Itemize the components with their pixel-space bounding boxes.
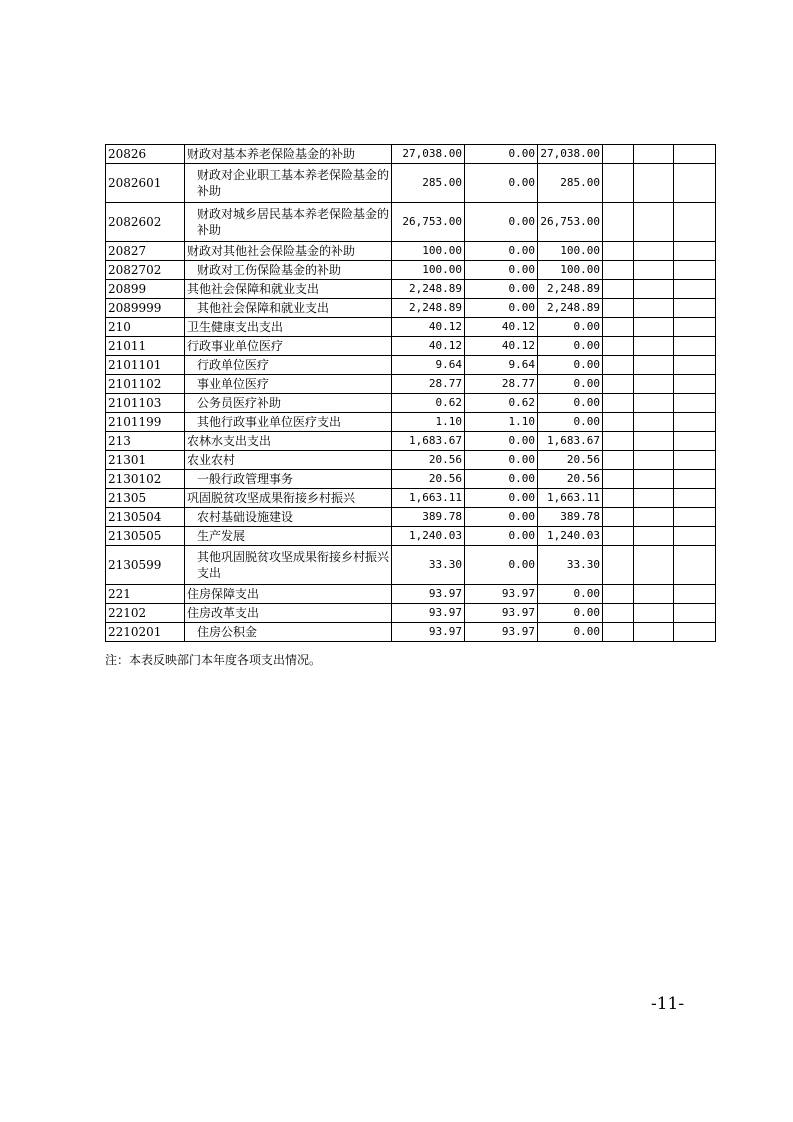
- cell-code: 2089999: [106, 299, 185, 318]
- cell-empty: [674, 604, 716, 623]
- cell-empty: [634, 604, 674, 623]
- cell-project: 0.00: [538, 318, 603, 337]
- cell-total: 40.12: [392, 337, 465, 356]
- cell-basic: 0.00: [465, 451, 538, 470]
- cell-empty: [603, 432, 634, 451]
- cell-basic: 0.00: [465, 489, 538, 508]
- cell-name: 其他社会保障和就业支出: [185, 299, 392, 318]
- cell-total: 40.12: [392, 318, 465, 337]
- cell-empty: [603, 604, 634, 623]
- cell-name: 农业农村: [185, 451, 392, 470]
- cell-basic: 0.62: [465, 394, 538, 413]
- cell-empty: [634, 318, 674, 337]
- cell-empty: [603, 356, 634, 375]
- cell-empty: [674, 164, 716, 203]
- cell-project: 389.78: [538, 508, 603, 527]
- cell-empty: [634, 489, 674, 508]
- cell-name: 住房保障支出: [185, 585, 392, 604]
- table-row: [106, 394, 716, 413]
- cell-code: 2101101: [106, 356, 185, 375]
- cell-empty: [674, 318, 716, 337]
- cell-project: 20.56: [538, 451, 603, 470]
- cell-name: 农林水支出支出: [185, 432, 392, 451]
- cell-name: 行政单位医疗: [185, 356, 392, 375]
- table-row: [106, 375, 716, 394]
- cell-total: 2,248.89: [392, 299, 465, 318]
- table-row: [106, 546, 716, 585]
- cell-empty: [674, 261, 716, 280]
- cell-empty: [603, 470, 634, 489]
- cell-total: 0.62: [392, 394, 465, 413]
- cell-project: 100.00: [538, 242, 603, 261]
- table-row: [106, 164, 716, 203]
- cell-empty: [603, 451, 634, 470]
- cell-total: 100.00: [392, 242, 465, 261]
- cell-empty: [674, 585, 716, 604]
- cell-code: 21011: [106, 337, 185, 356]
- table-row: [106, 489, 716, 508]
- cell-total: 28.77: [392, 375, 465, 394]
- cell-basic: 40.12: [465, 318, 538, 337]
- cell-name: 卫生健康支出支出: [185, 318, 392, 337]
- cell-name: 住房公积金: [185, 623, 392, 642]
- cell-project: 100.00: [538, 261, 603, 280]
- cell-basic: 0.00: [465, 299, 538, 318]
- cell-empty: [674, 145, 716, 164]
- cell-empty: [634, 356, 674, 375]
- cell-empty: [634, 261, 674, 280]
- cell-total: 9.64: [392, 356, 465, 375]
- cell-basic: 1.10: [465, 413, 538, 432]
- cell-name: 住房改革支出: [185, 604, 392, 623]
- cell-name: 财政对其他社会保险基金的补助: [185, 242, 392, 261]
- cell-empty: [603, 261, 634, 280]
- cell-empty: [634, 164, 674, 203]
- cell-name: 财政对企业职工基本养老保险基金的补助: [185, 164, 392, 203]
- cell-total: 93.97: [392, 604, 465, 623]
- cell-code: 20826: [106, 145, 185, 164]
- cell-project: 0.00: [538, 623, 603, 642]
- cell-basic: 0.00: [465, 280, 538, 299]
- table-row: [106, 280, 716, 299]
- cell-name: 公务员医疗补助: [185, 394, 392, 413]
- cell-code: 2082702: [106, 261, 185, 280]
- cell-empty: [603, 337, 634, 356]
- cell-empty: [634, 451, 674, 470]
- cell-empty: [634, 375, 674, 394]
- cell-total: 93.97: [392, 585, 465, 604]
- cell-empty: [603, 546, 634, 585]
- cell-empty: [603, 413, 634, 432]
- cell-project: 20.56: [538, 470, 603, 489]
- cell-empty: [674, 489, 716, 508]
- cell-empty: [603, 242, 634, 261]
- cell-code: 2130504: [106, 508, 185, 527]
- cell-name: 生产发展: [185, 527, 392, 546]
- table-row: [106, 604, 716, 623]
- cell-empty: [634, 280, 674, 299]
- table-row: [106, 356, 716, 375]
- cell-empty: [674, 242, 716, 261]
- cell-project: 0.00: [538, 585, 603, 604]
- table-row: [106, 508, 716, 527]
- cell-code: 213: [106, 432, 185, 451]
- cell-project: 0.00: [538, 604, 603, 623]
- cell-empty: [634, 432, 674, 451]
- cell-empty: [634, 508, 674, 527]
- cell-basic: 0.00: [465, 546, 538, 585]
- cell-empty: [674, 470, 716, 489]
- cell-basic: 0.00: [465, 203, 538, 242]
- cell-empty: [634, 203, 674, 242]
- table-row: [106, 242, 716, 261]
- cell-empty: [674, 432, 716, 451]
- cell-empty: [634, 546, 674, 585]
- cell-project: 26,753.00: [538, 203, 603, 242]
- cell-total: 20.56: [392, 470, 465, 489]
- cell-basic: 9.64: [465, 356, 538, 375]
- table-row: [106, 413, 716, 432]
- cell-project: 2,248.89: [538, 280, 603, 299]
- cell-code: 2101102: [106, 375, 185, 394]
- cell-code: 21305: [106, 489, 185, 508]
- cell-basic: 28.77: [465, 375, 538, 394]
- cell-code: 2082601: [106, 164, 185, 203]
- cell-name: 财政对城乡居民基本养老保险基金的补助: [185, 203, 392, 242]
- cell-empty: [674, 413, 716, 432]
- cell-total: 2,248.89: [392, 280, 465, 299]
- cell-name: 其他社会保障和就业支出: [185, 280, 392, 299]
- cell-empty: [603, 508, 634, 527]
- cell-empty: [603, 489, 634, 508]
- cell-empty: [674, 451, 716, 470]
- cell-code: 20827: [106, 242, 185, 261]
- cell-basic: 0.00: [465, 242, 538, 261]
- cell-basic: 40.12: [465, 337, 538, 356]
- cell-empty: [674, 508, 716, 527]
- table-row: [106, 318, 716, 337]
- cell-name: 一般行政管理事务: [185, 470, 392, 489]
- cell-name: 其他巩固脱贫攻坚成果衔接乡村振兴支出: [185, 546, 392, 585]
- cell-empty: [603, 318, 634, 337]
- expenditure-table: [105, 144, 716, 642]
- cell-code: 2082602: [106, 203, 185, 242]
- table-row: [106, 585, 716, 604]
- cell-empty: [634, 394, 674, 413]
- cell-project: 2,248.89: [538, 299, 603, 318]
- cell-name: 巩固脱贫攻坚成果衔接乡村振兴: [185, 489, 392, 508]
- cell-total: 1.10: [392, 413, 465, 432]
- cell-project: 1,240.03: [538, 527, 603, 546]
- cell-empty: [634, 242, 674, 261]
- cell-project: 0.00: [538, 375, 603, 394]
- table-row: [106, 145, 716, 164]
- table-row: [106, 623, 716, 642]
- cell-empty: [634, 527, 674, 546]
- cell-code: 2101103: [106, 394, 185, 413]
- cell-code: 21301: [106, 451, 185, 470]
- cell-code: 2130599: [106, 546, 185, 585]
- cell-empty: [634, 623, 674, 642]
- cell-empty: [603, 299, 634, 318]
- cell-total: 1,240.03: [392, 527, 465, 546]
- cell-empty: [634, 337, 674, 356]
- cell-total: 1,683.67: [392, 432, 465, 451]
- cell-total: 93.97: [392, 623, 465, 642]
- cell-name: 其他行政事业单位医疗支出: [185, 413, 392, 432]
- table-row: [106, 470, 716, 489]
- cell-code: 2210201: [106, 623, 185, 642]
- cell-basic: 93.97: [465, 623, 538, 642]
- cell-empty: [603, 623, 634, 642]
- page-number: -11-: [651, 994, 685, 1014]
- cell-basic: 0.00: [465, 145, 538, 164]
- cell-basic: 0.00: [465, 432, 538, 451]
- cell-empty: [674, 337, 716, 356]
- cell-project: 27,038.00: [538, 145, 603, 164]
- cell-name: 行政事业单位医疗: [185, 337, 392, 356]
- cell-empty: [603, 394, 634, 413]
- cell-empty: [674, 394, 716, 413]
- cell-total: 100.00: [392, 261, 465, 280]
- cell-empty: [634, 145, 674, 164]
- cell-empty: [674, 546, 716, 585]
- cell-basic: 93.97: [465, 604, 538, 623]
- cell-basic: 0.00: [465, 508, 538, 527]
- cell-project: 285.00: [538, 164, 603, 203]
- cell-empty: [674, 356, 716, 375]
- cell-empty: [603, 280, 634, 299]
- cell-basic: 0.00: [465, 164, 538, 203]
- cell-empty: [603, 203, 634, 242]
- cell-project: 1,683.67: [538, 432, 603, 451]
- cell-name: 财政对工伤保险基金的补助: [185, 261, 392, 280]
- cell-empty: [603, 585, 634, 604]
- cell-empty: [674, 299, 716, 318]
- cell-code: 210: [106, 318, 185, 337]
- cell-total: 26,753.00: [392, 203, 465, 242]
- table-row: [106, 261, 716, 280]
- cell-basic: 0.00: [465, 527, 538, 546]
- cell-empty: [603, 375, 634, 394]
- cell-project: 33.30: [538, 546, 603, 585]
- cell-basic: 0.00: [465, 261, 538, 280]
- table-note: 注：本表反映部门本年度各项支出情况。: [105, 653, 322, 667]
- cell-name: 农村基础设施建设: [185, 508, 392, 527]
- cell-code: 221: [106, 585, 185, 604]
- cell-project: 0.00: [538, 356, 603, 375]
- cell-code: 20899: [106, 280, 185, 299]
- cell-code: 2101199: [106, 413, 185, 432]
- table-row: [106, 451, 716, 470]
- cell-empty: [634, 470, 674, 489]
- table-body: [106, 145, 716, 642]
- cell-total: 27,038.00: [392, 145, 465, 164]
- cell-name: 事业单位医疗: [185, 375, 392, 394]
- cell-code: 2130102: [106, 470, 185, 489]
- cell-empty: [674, 280, 716, 299]
- cell-empty: [674, 375, 716, 394]
- table-row: [106, 299, 716, 318]
- cell-empty: [634, 299, 674, 318]
- table-row: [106, 337, 716, 356]
- cell-total: 33.30: [392, 546, 465, 585]
- cell-project: 0.00: [538, 394, 603, 413]
- cell-code: 2130505: [106, 527, 185, 546]
- cell-empty: [634, 585, 674, 604]
- cell-project: 0.00: [538, 413, 603, 432]
- cell-project: 0.00: [538, 337, 603, 356]
- cell-total: 389.78: [392, 508, 465, 527]
- table-row: [106, 432, 716, 451]
- table-row: [106, 527, 716, 546]
- table-row: [106, 203, 716, 242]
- cell-project: 1,663.11: [538, 489, 603, 508]
- cell-empty: [603, 164, 634, 203]
- cell-empty: [674, 527, 716, 546]
- cell-empty: [603, 527, 634, 546]
- cell-total: 285.00: [392, 164, 465, 203]
- cell-basic: 0.00: [465, 470, 538, 489]
- cell-empty: [603, 145, 634, 164]
- cell-code: 22102: [106, 604, 185, 623]
- cell-total: 20.56: [392, 451, 465, 470]
- cell-name: 财政对基本养老保险基金的补助: [185, 145, 392, 164]
- cell-empty: [674, 203, 716, 242]
- cell-empty: [674, 623, 716, 642]
- cell-empty: [634, 413, 674, 432]
- cell-total: 1,663.11: [392, 489, 465, 508]
- cell-basic: 93.97: [465, 585, 538, 604]
